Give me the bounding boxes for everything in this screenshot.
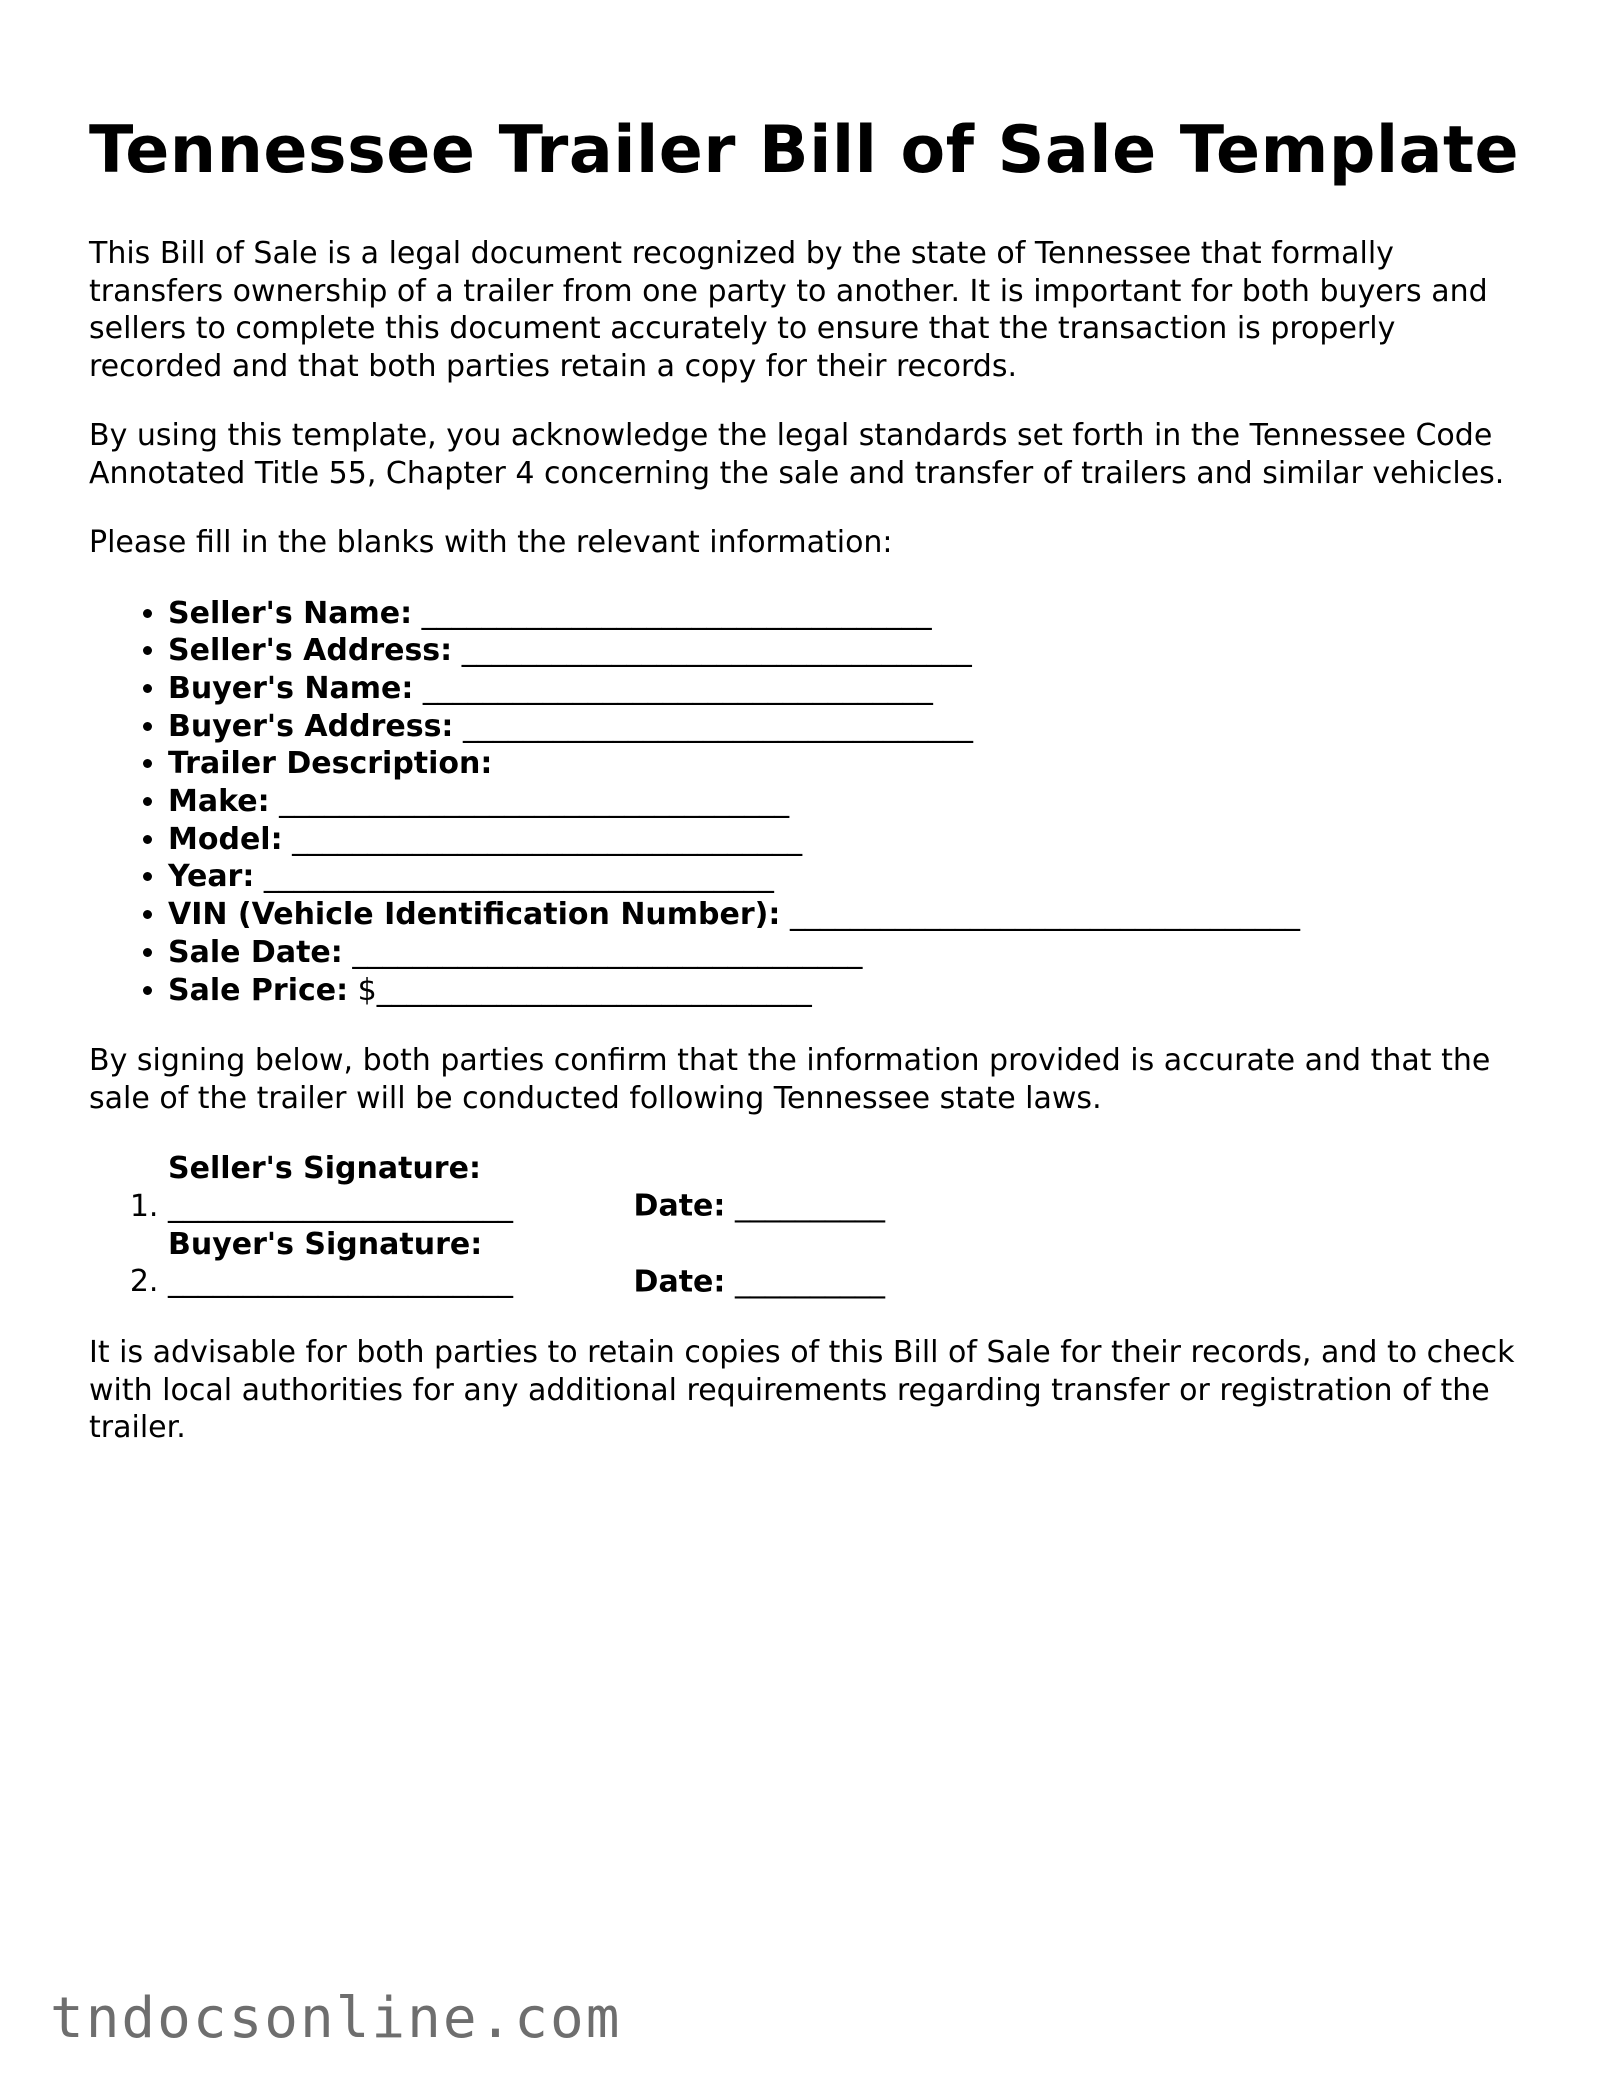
list-item <box>168 858 1529 896</box>
closing-paragraph: It is advisable for both parties to retain copies of this Bill of Sale for their records, and to check with local authorities for any additional requirements regarding transfer or registration of the trailer. <box>89 1335 1515 1446</box>
buyer-address-blank[interactable]: __________________________________ <box>462 708 973 744</box>
vin-blank[interactable]: __________________________________ <box>789 897 1300 933</box>
list-item <box>168 745 1529 783</box>
field-list <box>89 595 1529 1010</box>
field-label-model: Model: <box>168 821 283 857</box>
list-item <box>168 783 1529 821</box>
list-item <box>168 972 1529 1010</box>
list-item <box>168 595 1529 633</box>
fill-instruction: Please fill in the blanks with the relevant information: <box>89 525 893 560</box>
seller-signature-blank[interactable]: _______________________ <box>168 1188 513 1224</box>
year-blank[interactable]: __________________________________ <box>263 859 774 895</box>
seller-name-blank[interactable]: __________________________________ <box>421 595 932 631</box>
confirmation-paragraph: By signing below, both parties confirm that the information provided is accurate and that the sale of the trailer will be conducted following Tennessee state laws. <box>89 1043 1491 1116</box>
field-label-seller-name: Seller's Name: <box>168 595 413 631</box>
make-blank[interactable]: __________________________________ <box>279 784 790 820</box>
seller-date-label: Date: <box>633 1188 726 1224</box>
field-label-vin: VIN (Vehicle Identification Number): <box>168 897 781 933</box>
list-item <box>168 821 1529 859</box>
page-title: Tennessee Trailer Bill of Sale Template <box>89 113 1520 188</box>
list-item <box>168 896 1529 934</box>
field-label-buyer-name: Buyer's Name: <box>168 670 414 706</box>
watermark: tndocsonline.com <box>50 1986 622 2051</box>
field-label-sale-date: Sale Date: <box>168 934 343 970</box>
field-label-buyer-address: Buyer's Address: <box>168 708 454 744</box>
list-item <box>168 1226 1529 1301</box>
field-label-year: Year: <box>168 859 255 895</box>
list-item <box>168 708 1529 746</box>
field-label-make: Make: <box>168 784 270 820</box>
buyer-date-label: Date: <box>633 1264 726 1300</box>
field-label-seller-address: Seller's Address: <box>168 633 453 669</box>
field-label-trailer-description: Trailer Description: <box>168 746 493 782</box>
document-page <box>89 108 1529 1447</box>
buyer-date-blank[interactable]: __________ <box>734 1264 885 1300</box>
list-item <box>168 1150 1529 1225</box>
list-item <box>168 670 1529 708</box>
seller-signature-label: Seller's Signature: <box>168 1151 481 1187</box>
list-item <box>168 934 1529 972</box>
signature-list <box>89 1150 1529 1301</box>
buyer-signature-blank[interactable]: _______________________ <box>168 1264 513 1300</box>
intro-paragraph: This Bill of Sale is a legal document recognized by the state of Tennessee that formally transfers ownership of a trailer from one party to another. It is important for both buyers and sellers to complete this document accurately to ensure that the transaction is properly recorded and that both parties retain a copy for their records. <box>89 236 1488 384</box>
seller-address-blank[interactable]: __________________________________ <box>461 633 972 669</box>
model-blank[interactable]: __________________________________ <box>292 821 803 857</box>
list-item <box>168 632 1529 670</box>
field-label-sale-price: Sale Price: <box>168 972 349 1008</box>
sale-price-blank[interactable]: $_____________________________ <box>357 972 812 1008</box>
sale-date-blank[interactable]: __________________________________ <box>352 934 863 970</box>
legal-standards-paragraph: By using this template, you acknowledge the legal standards set forth in the Tennessee Code Annotated Title 55, Chapter 4 concerning the sale and transfer of trailers and similar vehicles. <box>89 418 1505 491</box>
buyer-signature-label: Buyer's Signature: <box>168 1226 483 1262</box>
seller-date-blank[interactable]: __________ <box>734 1188 885 1224</box>
buyer-name-blank[interactable]: __________________________________ <box>422 670 933 706</box>
